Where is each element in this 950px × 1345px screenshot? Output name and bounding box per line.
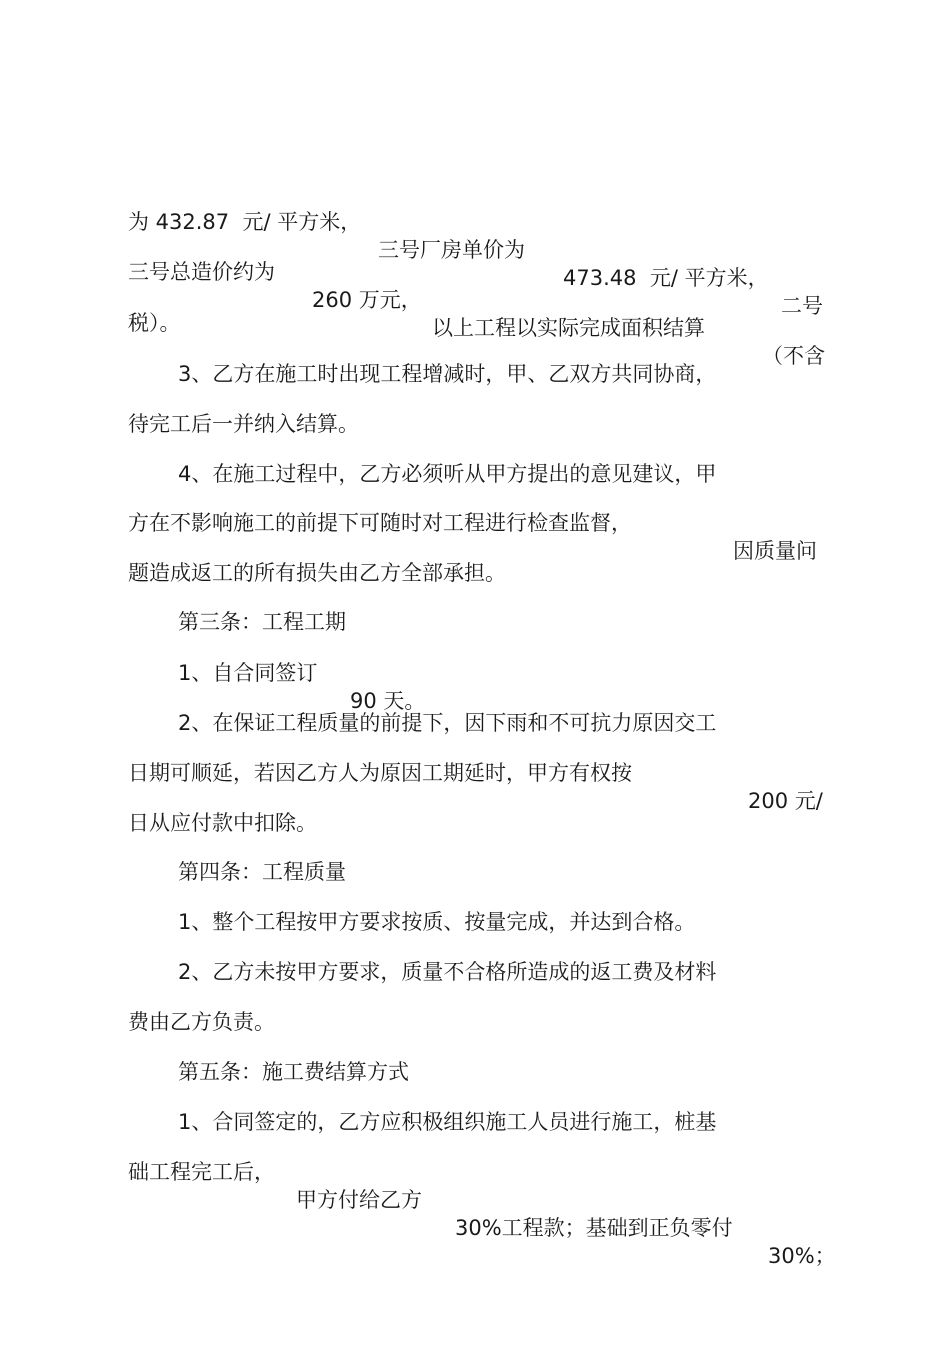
text-segment: 题造成返工的所有损失由乙方全部承担。 xyxy=(128,561,506,585)
text-segment: 日期可顺延，若因乙方人为原因工期延时，甲方有权按 xyxy=(128,761,632,785)
text-segment: 90 天。 xyxy=(350,689,426,713)
text-segment: 税）。 xyxy=(128,311,181,335)
text-line xyxy=(0,1130,950,1298)
text-segment: 第五条：施工费结算方式 xyxy=(178,1060,409,1084)
text-segment: 1、整个工程按甲方要求按质、按量完成，并达到合格。 xyxy=(178,910,696,934)
text-segment: 第四条：工程质量 xyxy=(178,860,346,884)
text-segment: 1、合同签定的，乙方应积极组织施工人员进行施工，桩基 xyxy=(178,1110,717,1134)
text-segment: 因质量问 xyxy=(733,539,817,563)
text-segment: 2、乙方未按甲方要求，质量不合格所造成的返工费及材料 xyxy=(178,960,717,984)
text-segment: 200 元/ xyxy=(748,789,823,813)
text-segment: 3、乙方在施工时出现工程增减时，甲、乙双方共同协商， xyxy=(178,362,717,386)
text-segment: 1、自合同签订 xyxy=(178,661,318,685)
text-segment: 以上工程以实际完成面积结算 xyxy=(432,316,705,340)
text-segment: 日从应付款中扣除。 xyxy=(128,811,317,835)
text-segment: 2、在保证工程质量的前提下，因下雨和不可抗力原因交工 xyxy=(178,711,717,735)
text-segment: 二号 xyxy=(781,294,823,318)
text-segment: 473.48 元/ 平方米， xyxy=(563,266,769,290)
text-segment: 第三条：工程工期 xyxy=(178,610,346,634)
text-segment: 4、在施工过程中，乙方必须听从甲方提出的意见建议，甲 xyxy=(178,462,717,486)
text-segment: 方在不影响施工的前提下可随时对工程进行检查监督， xyxy=(128,511,632,535)
text-segment: （不含 xyxy=(762,344,825,368)
text-segment: 三号厂房单价为 xyxy=(378,238,525,262)
text-segment: 础工程完工后， xyxy=(128,1160,275,1184)
text-segment: 费由乙方负责。 xyxy=(128,1010,275,1034)
text-segment: 待完工后一并纳入结算。 xyxy=(128,412,359,436)
text-segment: 甲方付给乙方 xyxy=(296,1188,422,1212)
text-segment: 30%； xyxy=(768,1244,836,1268)
text-segment: 260 万元， xyxy=(312,288,422,312)
text-segment: 三号总造价约为 xyxy=(128,260,275,284)
text-segment: 为 432.87 元/ 平方米， xyxy=(128,210,362,234)
text-segment: 30%工程款；基础到正负零付 xyxy=(455,1216,733,1240)
